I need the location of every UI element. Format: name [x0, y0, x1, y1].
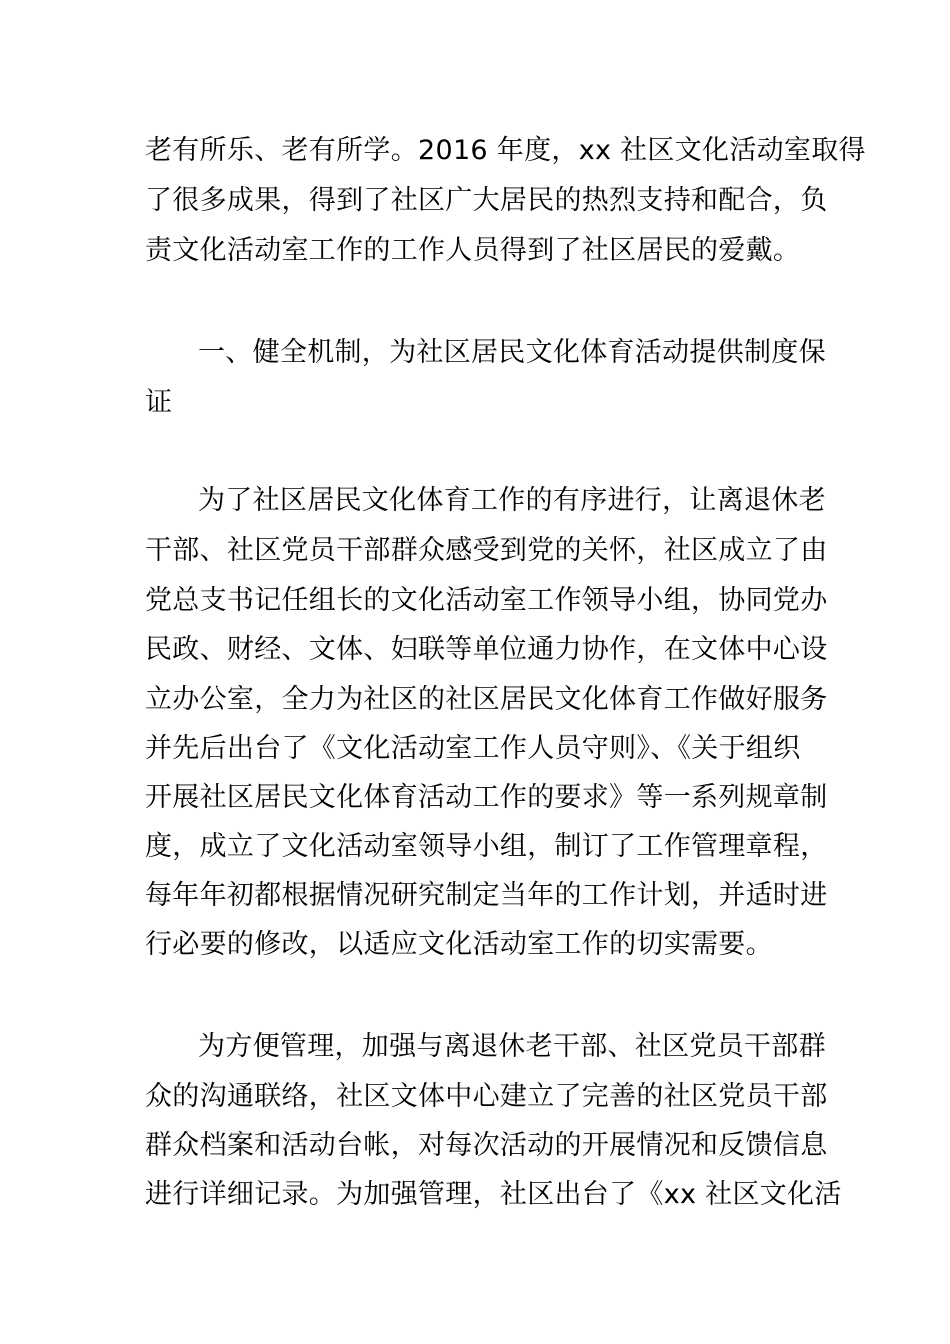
- paragraph-3-line-4: 进行详细记录。为加强管理，社区出台了《xx 社区文化活: [145, 1179, 842, 1210]
- paragraph-2-line-3: 党总支书记任组长的文化活动室工作领导小组，协同党办: [145, 585, 828, 616]
- paragraph-2-line-2: 干部、社区党员干部群众感受到党的关怀，社区成立了由: [145, 535, 828, 566]
- paragraph-2-line-5: 立办公室，全力为社区的社区居民文化体育工作做好服务: [145, 684, 828, 715]
- paragraph-2-line-6: 并先后出台了《文化活动室工作人员守则》、《关于组织: [145, 733, 801, 764]
- paragraph-3-line-1: 为方便管理，加强与离退休老干部、社区党员干部群: [198, 1031, 826, 1062]
- section-heading-line-1: 一、健全机制，为社区居民文化体育活动提供制度保: [198, 337, 826, 368]
- paragraph-2-line-9: 每年年初都根据情况研究制定当年的工作计划，并适时进: [145, 880, 828, 911]
- paragraph-2-line-4: 民政、财经、文体、妇联等单位通力协作，在文体中心设: [145, 634, 828, 665]
- paragraph-3-line-2: 众的沟通联络，社区文体中心建立了完善的社区党员干部: [145, 1081, 828, 1112]
- paragraph-1-line-1: 老有所乐、老有所学。2016 年度，xx 社区文化活动室取得: [145, 135, 866, 166]
- paragraph-3-line-3: 群众档案和活动台帐，对每次活动的开展情况和反馈信息: [145, 1130, 828, 1161]
- paragraph-2-line-7: 开展社区居民文化体育活动工作的要求》等一系列规章制: [145, 782, 828, 813]
- section-heading-line-2: 证: [145, 387, 173, 418]
- paragraph-2-line-1: 为了社区居民文化体育工作的有序进行，让离退休老: [198, 485, 826, 516]
- paragraph-2-line-10: 行必要的修改，以适应文化活动室工作的切实需要。: [145, 929, 773, 960]
- paragraph-2-line-8: 度，成立了文化活动室领导小组，制订了工作管理章程，: [145, 831, 828, 862]
- paragraph-1-line-3: 责文化活动室工作的工作人员得到了社区居民的爱戴。: [145, 235, 801, 266]
- paragraph-1-line-2: 了很多成果，得到了社区广大居民的热烈支持和配合，负: [145, 185, 828, 216]
